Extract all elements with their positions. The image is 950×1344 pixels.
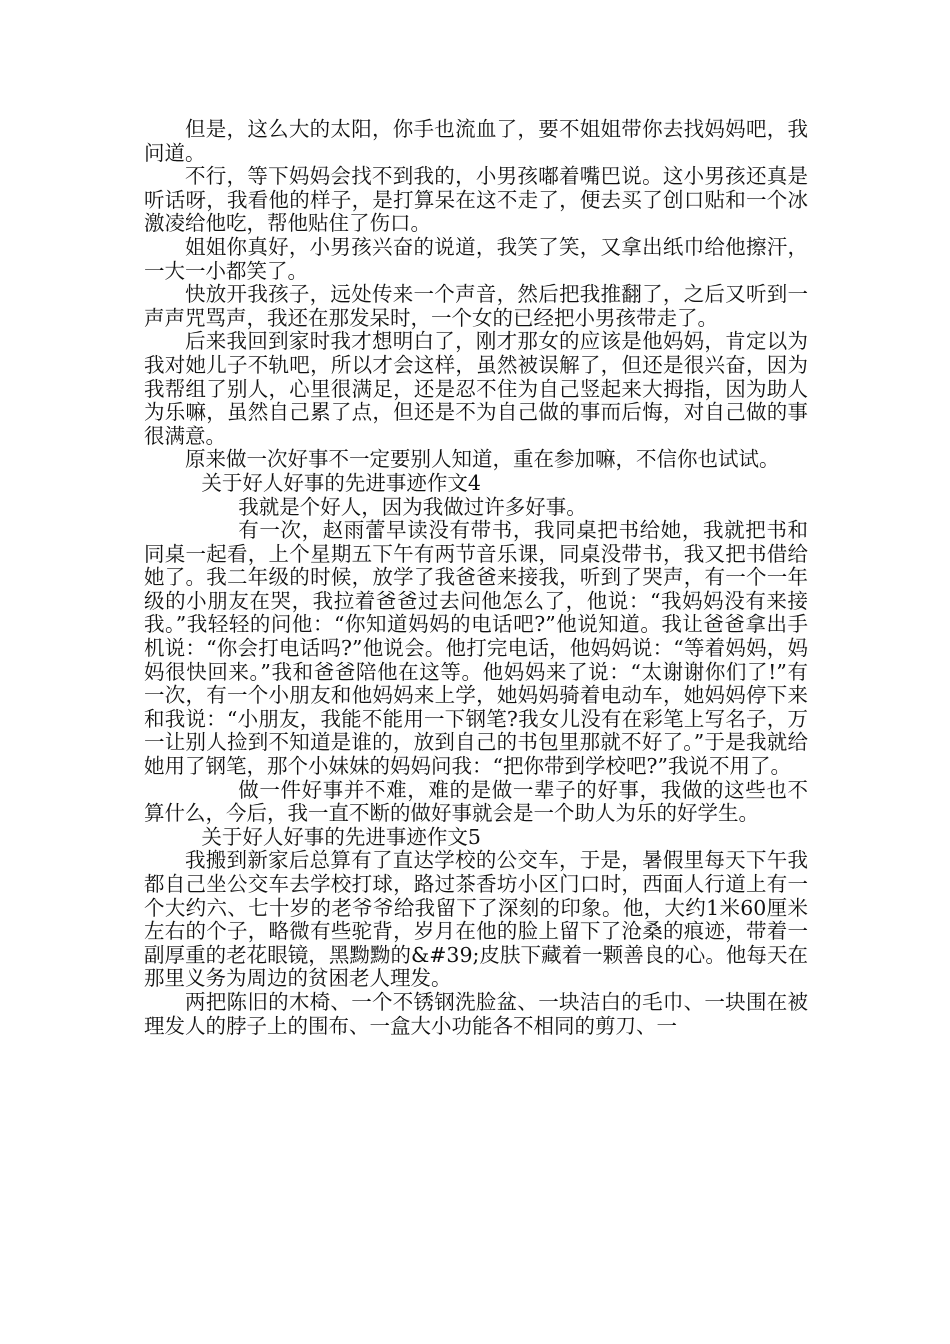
section-heading: 关于好人好事的先进事迹作文5	[201, 824, 481, 849]
paragraph: 不行，等下妈妈会找不到我的，小男孩嘟着嘴巴说。这小男孩还真是听话呀，我看他的样子，是打算呆在这不走了，便去买了创口贴和一个冰激凌给他吃，帮他贴住了伤口。	[144, 164, 808, 236]
paragraph: 两把陈旧的木椅、一个不锈钢洗脸盆、一块洁白的毛巾、一块围在被理发人的脖子上的围布、一盒大小功能各不相同的剪刀、一	[144, 989, 808, 1038]
section-heading: 关于好人好事的先进事迹作文4	[201, 470, 481, 495]
document-body	[144, 118, 808, 1038]
paragraph: 姐姐你真好，小男孩兴奋的说道，我笑了笑，又拿出纸巾给他擦汗，一大一小都笑了。	[144, 234, 808, 283]
paragraph: 我搬到新家后总算有了直达学校的公交车，于是，暑假里每天下午我都自己坐公交车去学校打球，路过茶香坊小区门口时，西面人行道上有一个大约六、七十岁的老爷爷给我留下了深刻的印象。他，大约1米60厘米左右的个子，略微有些驼背，岁月在他的脸上留下了沧桑的痕迹，带着一副厚重的老花眼镜，黑黝黝的&#39;皮肤下藏着一颗善良的心。他每天在那里义务为周边的贫困老人理发。	[144, 848, 808, 991]
paragraph: 快放开我孩子，远处传来一个声音，然后把我推翻了，之后又听到一声声咒骂声，我还在那发呆时，一个女的已经把小男孩带走了。	[144, 282, 808, 330]
paragraph: 原来做一次好事不一定要别人知道，重在参加嘛，不信你也试试。	[185, 447, 780, 472]
paragraph: 做一件好事并不难，难的是做一辈子的好事，我做的这些也不算什么，今后，我一直不断的做好事就会是一个助人为乐的好学生。	[144, 777, 808, 826]
paragraph: 有一次，赵雨蕾早读没有带书，我同桌把书给她，我就把书和同桌一起看，上个星期五下午有两节音乐课，同桌没带书，我又把书借给她了。我二年级的时候，放学了我爸爸来接我，听到了哭声，有一个一年级的小朋友在哭，我拉着爸爸过去问他怎么了，他说：“我妈妈没有来接我。”我轻轻的问他：“你知道妈妈的电话吧?”他说知道。我让爸爸拿出手机说：“你会打电话吗?”他说会。他打完电话，他妈妈说：“等着妈妈，妈妈很快回来。”我和爸爸陪他在这等。他妈妈来了说：“太谢谢你们了!”有一次，有一个小朋友和他妈妈来上学，她妈妈骑着电动车，她妈妈停下来和我说：“小朋友，我能不能用一下钢笔?我女儿没有在彩笔上写名子，万一让别人捡到不知道是谁的，放到自己的书包里那就不好了。”于是我就给她用了钢笔，那个小妹妹的妈妈问我：“把你带到学校吧?”我说不用了。	[144, 518, 808, 779]
paragraph: 后来我回到家时我才想明白了，刚才那女的应该是他妈妈，肯定以为我对她儿子不轨吧，所以才会这样，虽然被误解了，但还是很兴奋，因为我帮组了别人，心里很满足，还是忍不住为自己竖起来大拇指，因为助人为乐嘛，虽然自己累了点，但还是不为自己做的事而后悔，对自己做的事很满意。	[144, 329, 808, 448]
paragraph: 我就是个好人，因为我做过许多好事。	[238, 494, 587, 519]
paragraph: 但是，这么大的太阳，你手也流血了，要不姐姐带你去找妈妈吧，我问道。	[144, 117, 808, 165]
